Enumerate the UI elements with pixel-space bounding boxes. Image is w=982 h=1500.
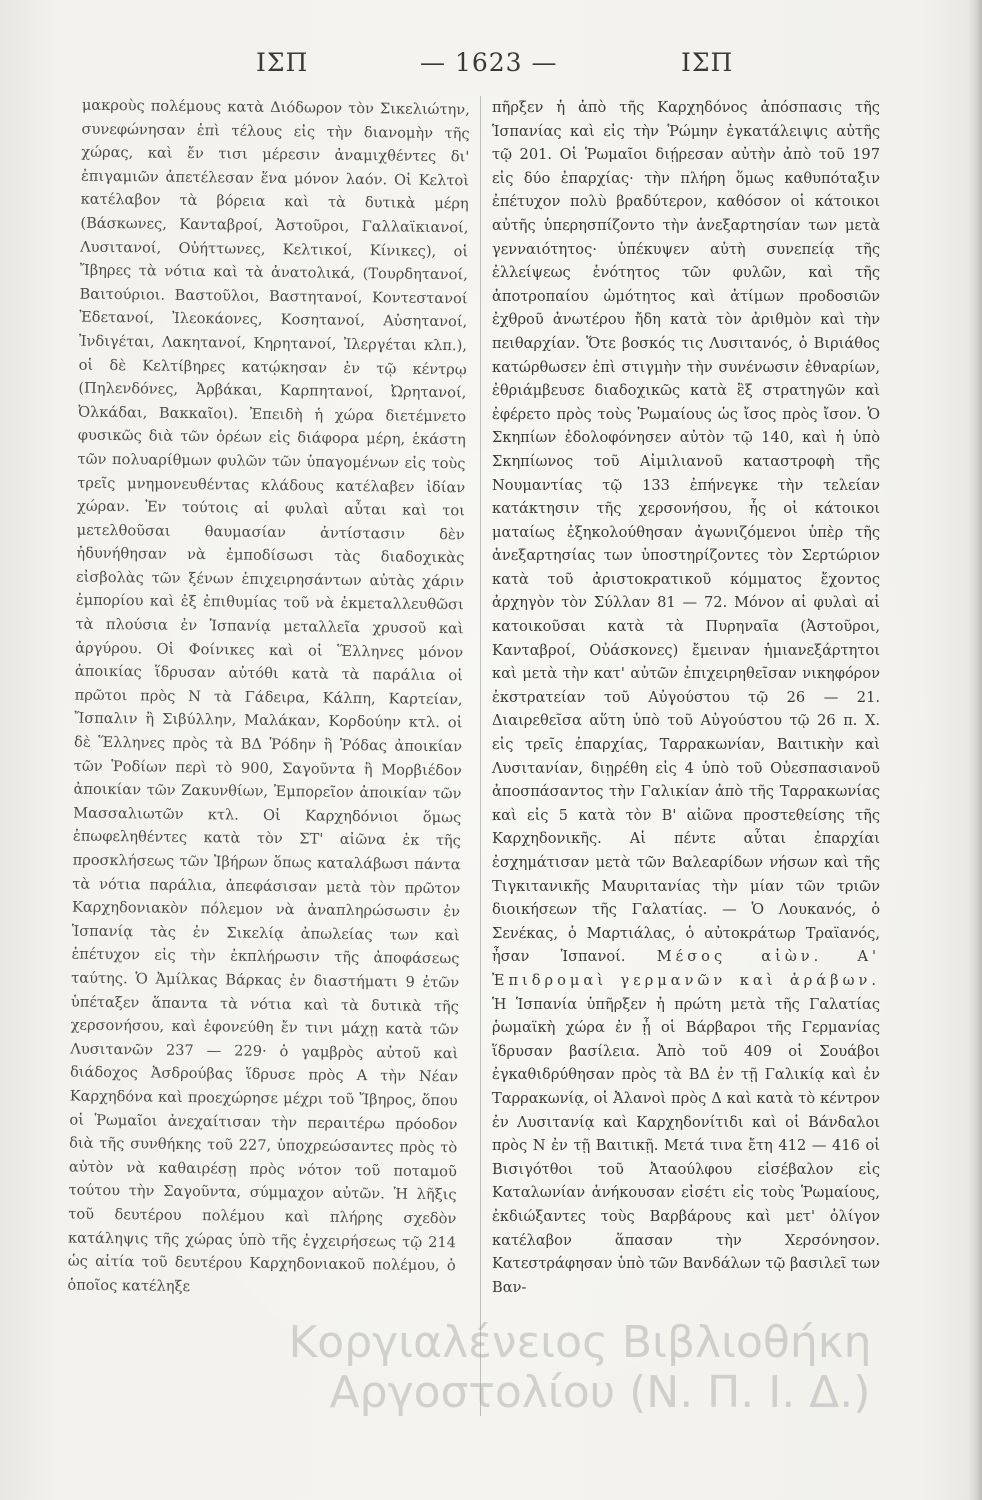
watermark-line-2: Αργοστολίου (Ν. Π. Ι. Δ.) <box>329 1367 871 1418</box>
watermark-line-1: Κοργιαλένειος Βιβλιοθήκη <box>288 1317 872 1368</box>
page-header <box>0 48 982 88</box>
right-text-column <box>492 96 880 1426</box>
right-column-text-before: πῆρξεν ἡ ἀπὸ τῆς Καρχηδόνος ἀπόσπασις τῆς Ἱσπανίας καὶ εἰς τὴν Ῥώμην ἐγκατάλειψις αὐτῆς τῷ 201. Οἱ Ῥωμαῖοι διῄρεσαν αὐτὴν ἀπὸ τοῦ 197 εἰς δύο ἐπαρχίας· τὴν πλήρη ὅμως καθυπόταξιν ἐπέτυχον πολὺ βραδύτερον, καθόσον οἱ κάτοικοι αὐτῆς ὑπερησπίζοντο τὴν ἀνεξαρτησίαν των μετὰ γενναιότητος· ὑπέκυψεν αὐτὴ συνεπείᾳ τῆς ἐλλείψεως ἑνότητος τῶν φυλῶν, καὶ τῆς ἀποτροπαίου ὠμότητος καὶ ἀτίμων προδοσιῶν ἐχθροῦ ἀνωτέρου ἤδη κατὰ τὸν ἀριθμὸν καὶ τὴν πειθαρχίαν. Ὅτε βοσκός τις Λυσιτανός, ὁ Βιριάθος κατώρθωσεν ἐπὶ στιγμὴν τὴν συνένωσιν ἐθναρίων, ἐθριάμβευσε διαδοχικῶς κατὰ ἓξ στρατηγῶν καὶ ἐφέρετο πρὸς τοὺς Ῥωμαίους ὡς ἴσος πρὸς ἴσον. Ὁ Σκηπίων ἐδολοφόνησεν αὐτὸν τῷ 140, καὶ ἡ ὑπὸ Σκηπίωνος τοῦ Αἰμιλιανοῦ καταστροφὴ τῆς Νουμαντίας τῷ 133 ἐπήνεγκε τὴν τελείαν κατάκτησιν τῆς χερσονήσου, ἧς οἱ κάτοικοι ματαίως ἐξηκολούθησαν ἀγωνιζόμενοι ὑπὲρ τῆς ἀνεξαρτησίας των ὑποστηρίζοντες τὸν Σερτώριον κατὰ τοῦ ἀριστοκρατικοῦ κόμματος ἔχοντος ἀρχηγὸν τὸν Σύλλαν 81 — 72. Μόνον αἱ φυλαὶ αἱ κατοικοῦσαι κατὰ τὰ Πυρηναῖα (Ἀστοῦροι, Κανταβροί, Οὐάσκονες) ἔμειναν ἡμιανεξάρτητοι καὶ μετὰ τὴν κατ' αὐτῶν ἐπιχειρηθεῖσαν νικηφόρον ἐκστρατείαν τοῦ Αὐγούστου τῷ 26 — 21. Διαιρεθεῖσα αὕτη ὑπὸ τοῦ Αὐγούστου τῷ 26 π. Χ. εἰς τρεῖς ἐπαρχίας, Ταρρακωνίαν, Βαιτικὴν καὶ Λυσιτανίαν, διῃρέθη εἰς 4 ὑπὸ τοῦ Οὐεσπασιανοῦ ἀποσπάσαντος τὴν Γαλικίαν ἀπὸ τῆς Ταρρακωνίας καὶ εἰς 5 κατὰ τὸν Β' αἰῶνα προστεθείσης τῆς Καρχηδονικῆς. Αἱ πέντε αὗται ἐπαρχίαι ἐσχημάτισαν μετὰ τῶν Βαλεαρίδων νήσων καὶ τῆς Τιγκιτανικῆς Μαυριτανίας τὴν μίαν τῶν τριῶν διοικήσεων τῆς Γαλατίας. — Ὁ Λουκανός, ὁ Σενέκας, ὁ Μαρτιάλας, ὁ αὐτοκράτωρ Τραϊανός, ἦσαν Ἱσπανοί. <box>492 99 880 966</box>
header-page-number: — 1623 — <box>420 48 558 77</box>
right-column-paragraph <box>492 96 880 1299</box>
header-right-running-head: ΙΣΠ <box>681 48 734 77</box>
section-heading-middle-ages: Μέσος αἰὼν. Α' Ἐπιδρομαὶ γερμανῶν καὶ ἀράβων. <box>492 948 880 989</box>
column-divider <box>480 96 481 1416</box>
right-column-text-after: Ἡ Ἱσπανία ὑπῆρξεν ἡ πρώτη μετὰ τῆς Γαλατίας ῥωμαϊκὴ χώρα ἐν ᾗ οἱ Βάρβαροι τῆς Γερμανίας ἵδρυσαν βασίλεια. Ἀπὸ τοῦ 409 οἱ Σουάβοι ἐγκαθιδρύθησαν πρὸς τὰ ΒΔ ἐν τῇ Γαλικίᾳ καὶ ἐν Ταρρακωνίᾳ, οἱ Ἀλανοὶ πρὸς Δ καὶ κατὰ τὸ κέντρον ἐν Λυσιτανίᾳ καὶ Καρχηδονίτιδι καὶ οἱ Βάνδαλοι πρὸς Ν ἐν τῇ Βαιτικῇ. Μετά τινα ἔτη 412 — 416 οἱ Βισιγότθοι τοῦ Ἀταούλφου εἰσέβαλον εἰς Καταλωνίαν ἀνήκουσαν εἰσέτι εἰς τοὺς Ῥωμαίους, ἐκδιώξαντες τοὺς Βαρβάρους καὶ μετ' ὀλίγον κατέλαβον ἅπασαν τὴν Χερσόνησον. Κατεστράφησαν ὑπὸ τῶν Βανδάλων τῷ βασιλεῖ των Βαν- <box>492 995 880 1296</box>
left-column-text: μακροὺς πολέμους κατὰ Διόδωρον τὸν Σικελιώτην, συνεφώνησαν ἐπὶ τέλους εἰς τὴν διανομὴν τῆς χώρας, καὶ ἔν τισι μέρεσιν ἀναμιχθέντες δι' ἐπιγαμιῶν ἀπετέλεσαν ἕνα μόνον λαόν. Οἱ Κελτοὶ κατέλαβον τὰ βόρεια καὶ τὰ δυτικὰ μέρη (Βάσκωνες, Κανταβροί, Ἀστοῦροι, Γαλλαϊκιανοί, Λυσιτανοί, Οὐήττωνες, Κελτικοί, Κίνικες), οἱ Ἴβηρες τὰ νότια καὶ τὰ ἀνατολικά, (Τουρδητανοί, Βαιτούριοι. Βαστοῦλοι, Βαστητανοί, Κοντεστανοί Ἐδετανοί, Ἰλεοκάονες, Κοσητανοί, Αὐσητανοί, Ἰνδιγέται, Λακητανοί, Κηρητανοί, Ἰλεργέται κλπ.), οἱ δὲ Κελτίβηρες κατῴκησαν ἐν τῷ κέντρῳ (Πηλενδόνες, Ἀρβάκαι, Καρπητανοί, Ὠρητανοί, Ὀλκάδαι, Βακκαῖοι). Ἐπειδὴ ἡ χώρα διετέμνετο φυσικῶς διὰ τῶν ὀρέων εἰς διάφορα μέρη, ἑκάστη τῶν πολυαρίθμων φυλῶν τῶν ὑπαγομένων εἰς τοὺς τρεῖς μνημονευθέντας κλάδους κατέλαβεν ἰδίαν χώραν. Ἐν τούτοις αἱ φυλαὶ αὗται καὶ τοι μετελθοῦσαι θαυμασίαν ἀντίστασιν δὲν ἠδυνήθησαν νὰ ἐμποδίσωσι τὰς διαδοχικὰς εἰσβολὰς τῶν ξένων ἐπιχειρησάντων αὐτὰς χάριν ἐμπορίου καὶ ἐξ ἐπιθυμίας τοῦ νὰ ἐκμεταλλευθῶσι τὰ πλούσια ἐν Ἱσπανίᾳ μεταλλεῖα χρυσοῦ καὶ ἀργύρου. Οἱ Φοίνικες καὶ οἱ Ἕλληνες μόνον ἀποικίας ἵδρυσαν αὐτόθι κατὰ τὰ παράλια οἱ πρῶτοι πρὸς Ν τὰ Γάδειρα, Κάλπη, Καρτείαν, Ἴσπαλιν ἢ Σιβύλλην, Μαλάκαν, Κορδούην κτλ. οἱ δὲ Ἕλληνες πρὸς τὰ ΒΔ Ῥόδην ἢ Ῥόδας ἀποικίαν τῶν Ῥοδίων περὶ τὸ 900, Σαγοῦντα ἢ Μορβιέδον ἀποικίαν τῶν Ζακυνθίων, Ἐμπορεῖον ἀποικίαν τῶν Μασσαλιωτῶν κτλ. Οἱ Καρχηδόνιοι ὅμως ἐπωφεληθέντες κατὰ τὸν ΣΤ' αἰῶνα ἐκ τῆς προσκλήσεως τῶν Ἰβήρων ὅπως καταλάβωσι πάντα τὰ νότια παράλια, ἀπεφάσισαν μετὰ τὸν πρῶτον Καρχηδονιακὸν πόλεμον νὰ ἀναπληρώσωσιν ἐν Ἱσπανίᾳ τὰς ἐν Σικελίᾳ ἀπωλείας των καὶ ἐπέτυχον εἰς τὴν ἐκπλήρωσιν τῆς ἀποφάσεως ταύτης. Ὁ Ἀμίλκας Βάρκας ἐν διαστήματι 9 ἐτῶν ὑπέταξεν ἅπαντα τὰ νότια καὶ τὰ δυτικὰ τῆς χερσονήσου, καὶ ἐφονεύθη ἔν τινι μάχῃ κατὰ τῶν Λυσιτανῶν 237 — 229· ὁ γαμβρὸς αὐτοῦ καὶ διάδοχος Ἀσδρούβας ἵδρυσε πρὸς Α τὴν Νέαν Καρχηδόνα καὶ προεχώρησε μέχρι τοῦ Ἴβηρος, ὅπου οἱ Ῥωμαῖοι ἀνεχαίτισαν τὴν περαιτέρω πρόοδον διὰ τῆς συνθήκης τοῦ 227, ὑποχρεώσαντες πρὸς τὸ αὐτὸν νὰ καθαιρέσῃ πρὸς νότον τοῦ ποταμοῦ τούτου τὴν Σαγοῦντα, σύμμαχον αὐτῶν. Ἡ λῆξις τοῦ δευτέρου πολέμου καὶ πλήρης σχεδὸν κατάληψις τῆς χώρας ὑπὸ τῆς ἐγχειρήσεως τῷ 214 ὡς αἰτία τοῦ δευτέρου Καρχηδονιακοῦ πολέμου, ὁ ὁποῖος κατέληξε <box>67 96 470 1295</box>
left-text-column <box>66 94 470 1429</box>
page-edge-shadow <box>968 0 982 1500</box>
header-left-running-head: ΙΣΠ <box>256 48 309 77</box>
